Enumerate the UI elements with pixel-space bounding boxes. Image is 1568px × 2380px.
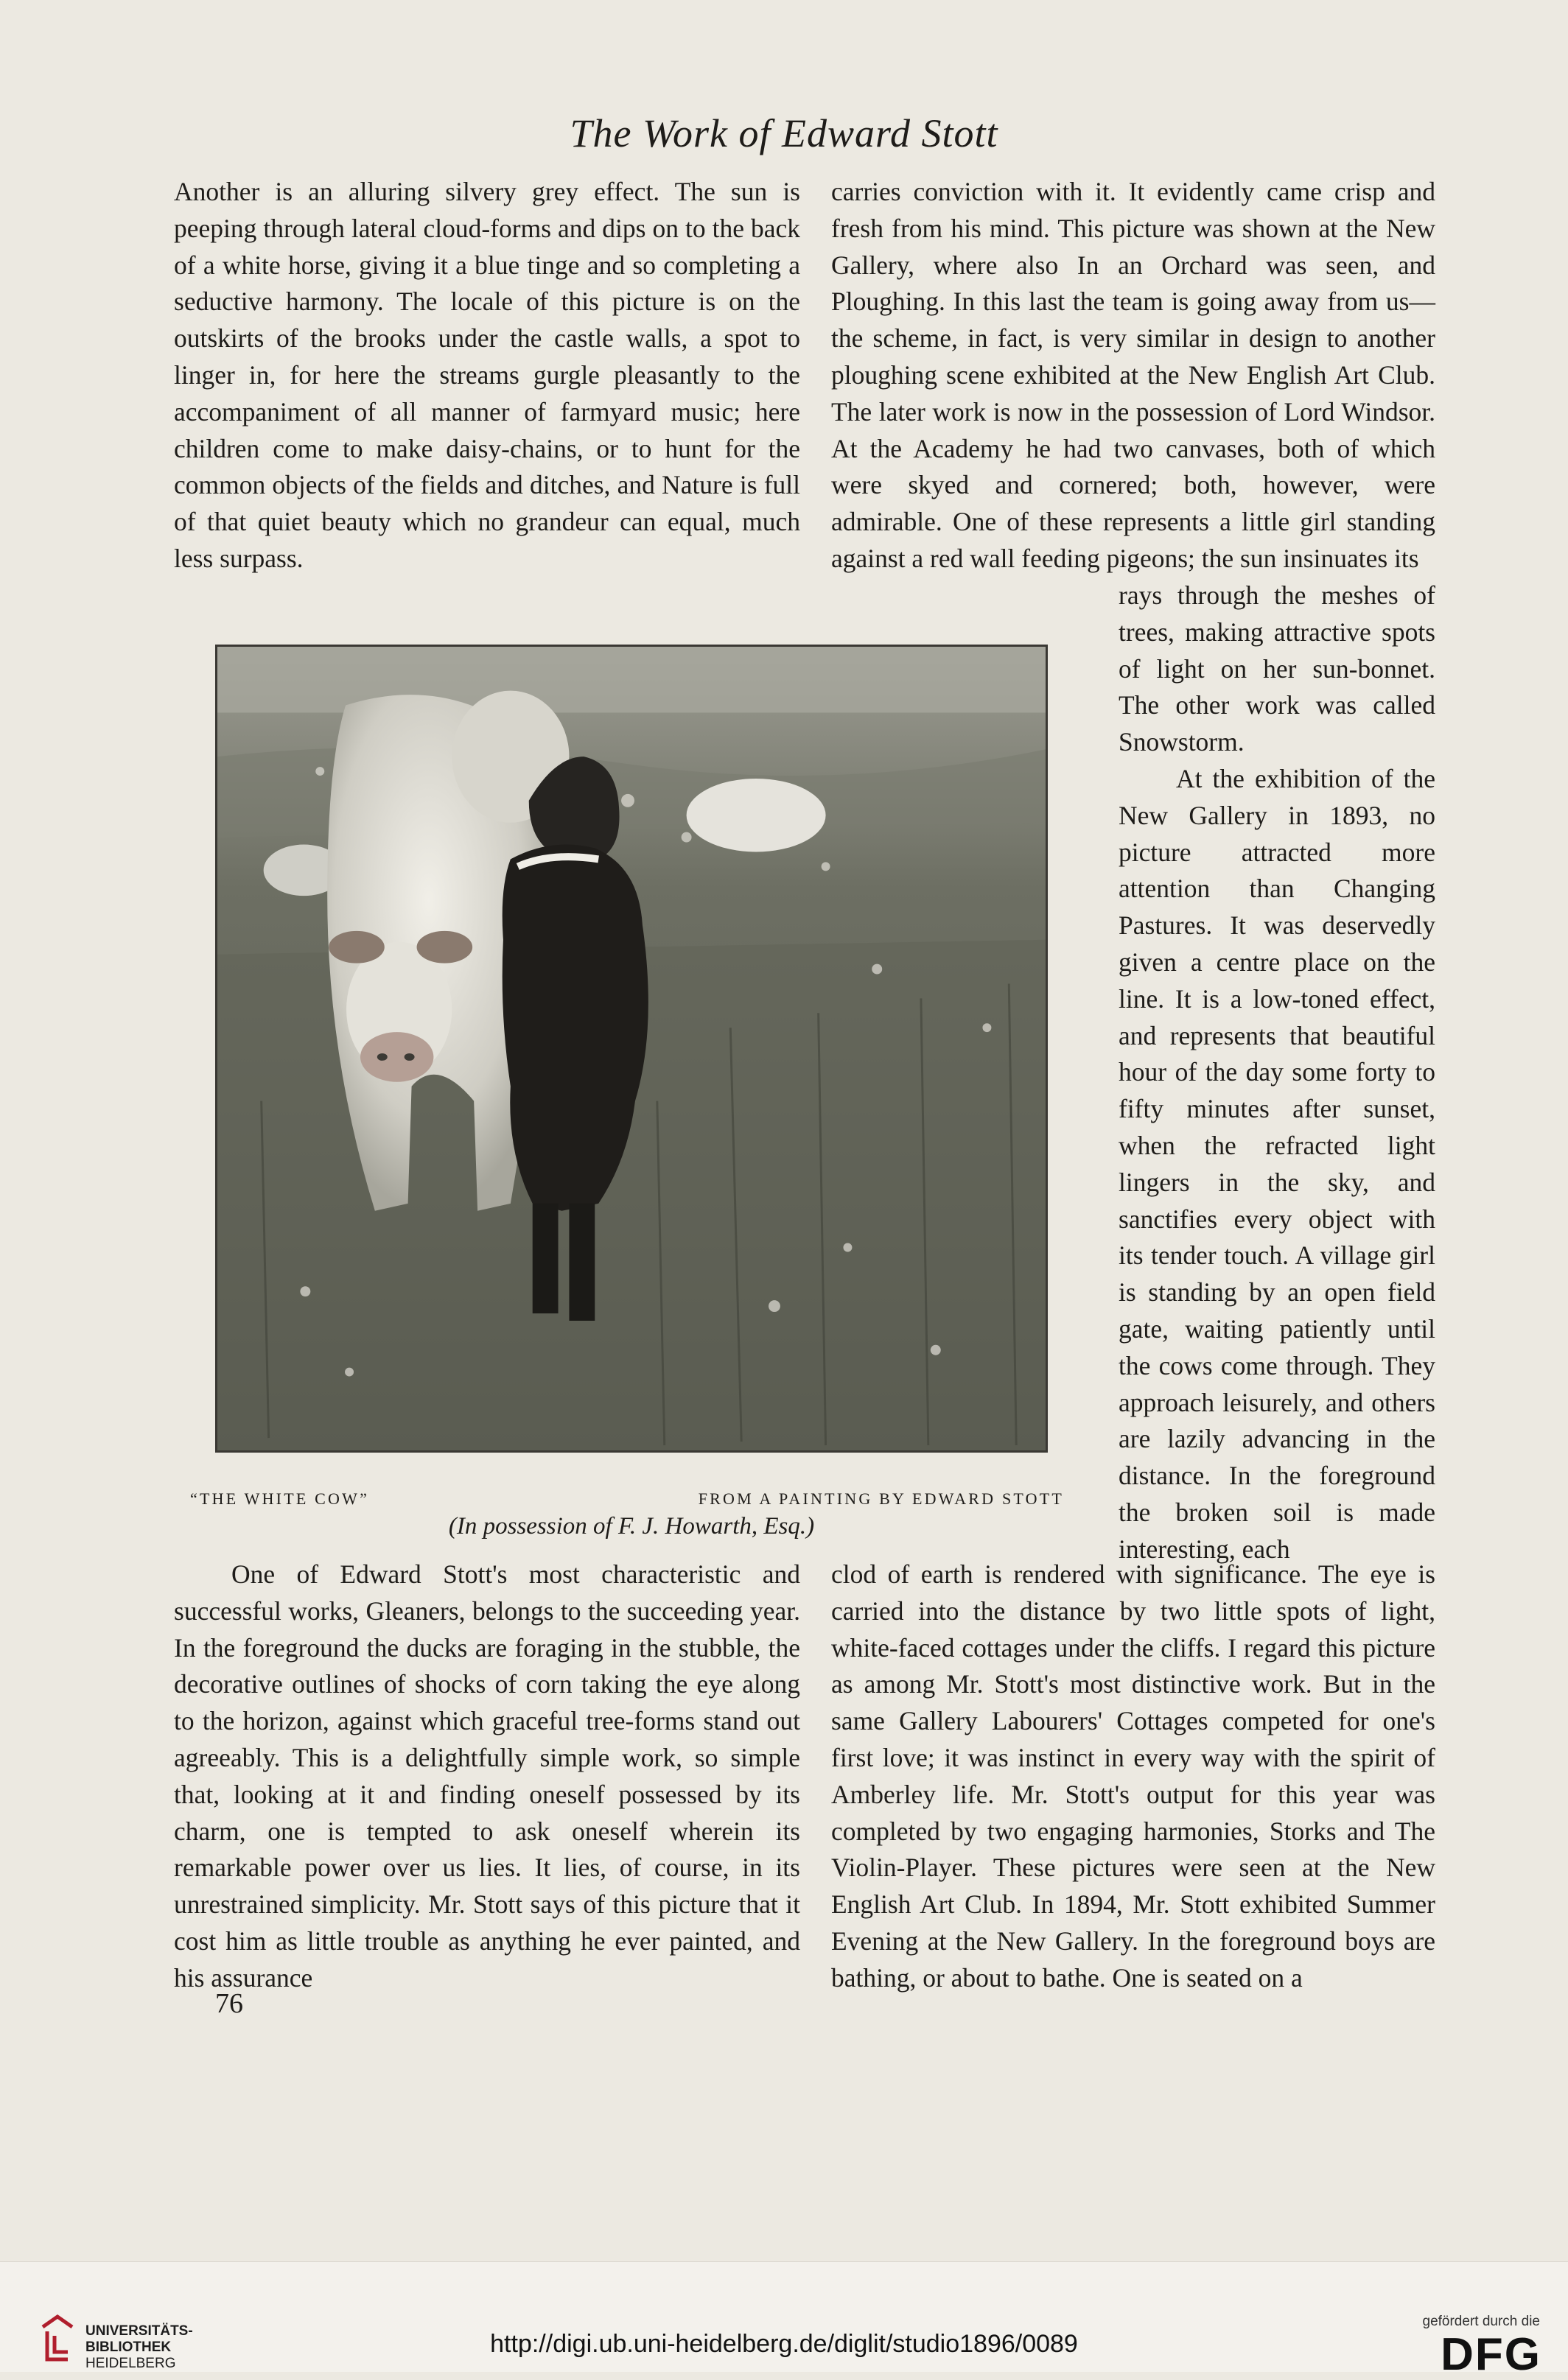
source-url-link[interactable]: http://digi.ub.uni-heidelberg.de/diglit/studio1896/0089	[490, 2330, 1078, 2358]
figure-ownership: (In possession of F. J. Howarth, Esq.)	[448, 1513, 815, 1540]
body-text-left-bottom	[174, 1556, 800, 1997]
white-cow-painting-image	[217, 647, 1046, 1450]
body-text-right-wrap	[1119, 578, 1435, 1568]
dfg-logo: DFG	[1441, 2329, 1541, 2380]
figure-title: “THE WHITE COW”	[190, 1489, 370, 1508]
digitization-footer	[0, 2261, 1568, 2380]
body-text-right-top	[831, 174, 1435, 578]
running-head: The Work of Edward Stott	[570, 111, 998, 155]
page-number: 76	[215, 1988, 243, 2019]
painting-illustration	[215, 645, 1048, 1453]
body-text-right-bottom	[831, 1556, 1435, 1997]
paragraph: At the exhibition of the New Gallery in 1893, no picture attracted more attention than Changing Pastures. It was deservedly given a centre place on the line. It is a low-toned effect, and represents that beautiful hour of the day some forty to fifty minutes after sunset, when the refracted light lingers in the sky, and sanctifies every object with its tender touch. A village girl is standing by an open field gate, waiting patiently until the cows come through. They approach leisurely, and others are lazily advancing in the distance. In the foreground the broken soil is made interesting, each	[1119, 763, 1435, 1564]
paragraph: Another is an alluring silvery grey effect. The sun is peeping through lateral cloud-forms and dips on to the back of a white horse, giving it a blue tinge and so completing a seductive harmony. The locale of this picture is on the outskirts of the brooks under the castle walls, a spot to linger in, for here the streams gurgle pleasantly to the accompaniment of all manner of farmyard music; here children come to make daisy-chains, or to hunt for the common objects of the fields and ditches, and Nature is full of that quiet beauty which no grandeur can equal, much less surpass.	[174, 177, 800, 573]
university-library-name: UNIVERSITÄTS- BIBLIOTHEK HEIDELBERG	[85, 2323, 193, 2371]
body-text-left-top	[174, 174, 800, 578]
paragraph: One of Edward Stott's most characteristic and successful works, Gleaners, belongs to the succeeding year. In the foreground the ducks are foraging in the stubble, the decorative outlines of shocks of corn taking the eye along to the horizon, against which graceful tree-forms stand out agreeably. This is a delightfully simple work, so simple that, looking at it and finding oneself possessed by its charm, one is tempted to ask oneself wherein its remarkable power over us lies. It lies, of course, in its unrestrained simplicity. Mr. Stott says of this picture that it cost him as little trouble as anything he ever painted, and his assurance	[174, 1559, 800, 1993]
paragraph: clod of earth is rendered with significance. The eye is carried into the distance by two little spots of light, white-faced cottages under the cliffs. I regard this picture as among Mr. Stott's most distinctive work. But in the same Gallery Labourers' Cottages competed for one's first love; it was instinct in every way with the spirit of Amberley life. Mr. Stott's output for this year was completed by two engaging harmonies, Storks and The Violin-Player. These pictures were seen at the New English Art Club. In 1894, Mr. Stott exhibited Summer Evening at the New Gallery. In the foreground boys are bathing, or about to bathe. One is seated on a	[831, 1559, 1435, 1993]
paragraph: rays through the meshes of trees, making attractive spots of light on her sun-bonnet. The other work was called Snowstorm.	[1119, 580, 1435, 757]
figure-credit: FROM A PAINTING BY EDWARD STOTT	[698, 1489, 1064, 1508]
paragraph: carries conviction with it. It evidently came crisp and fresh from his mind. This picture was shown at the New Gallery, where also In an Orchard was seen, and Ploughing. In this last the team is going away from us—the scheme, in fact, is very similar in design to another ploughing scene exhibited at the New English Art Club. The later work is now in the possession of Lord Windsor. At the Academy he had two canvases, both of which were skyed and cornered; both, however, were admirable. One of these represents a little girl standing against a red wall feeding pigeons; the sun insinuates its	[831, 177, 1435, 573]
funded-by-label: gefördert durch die	[1422, 2314, 1540, 2329]
